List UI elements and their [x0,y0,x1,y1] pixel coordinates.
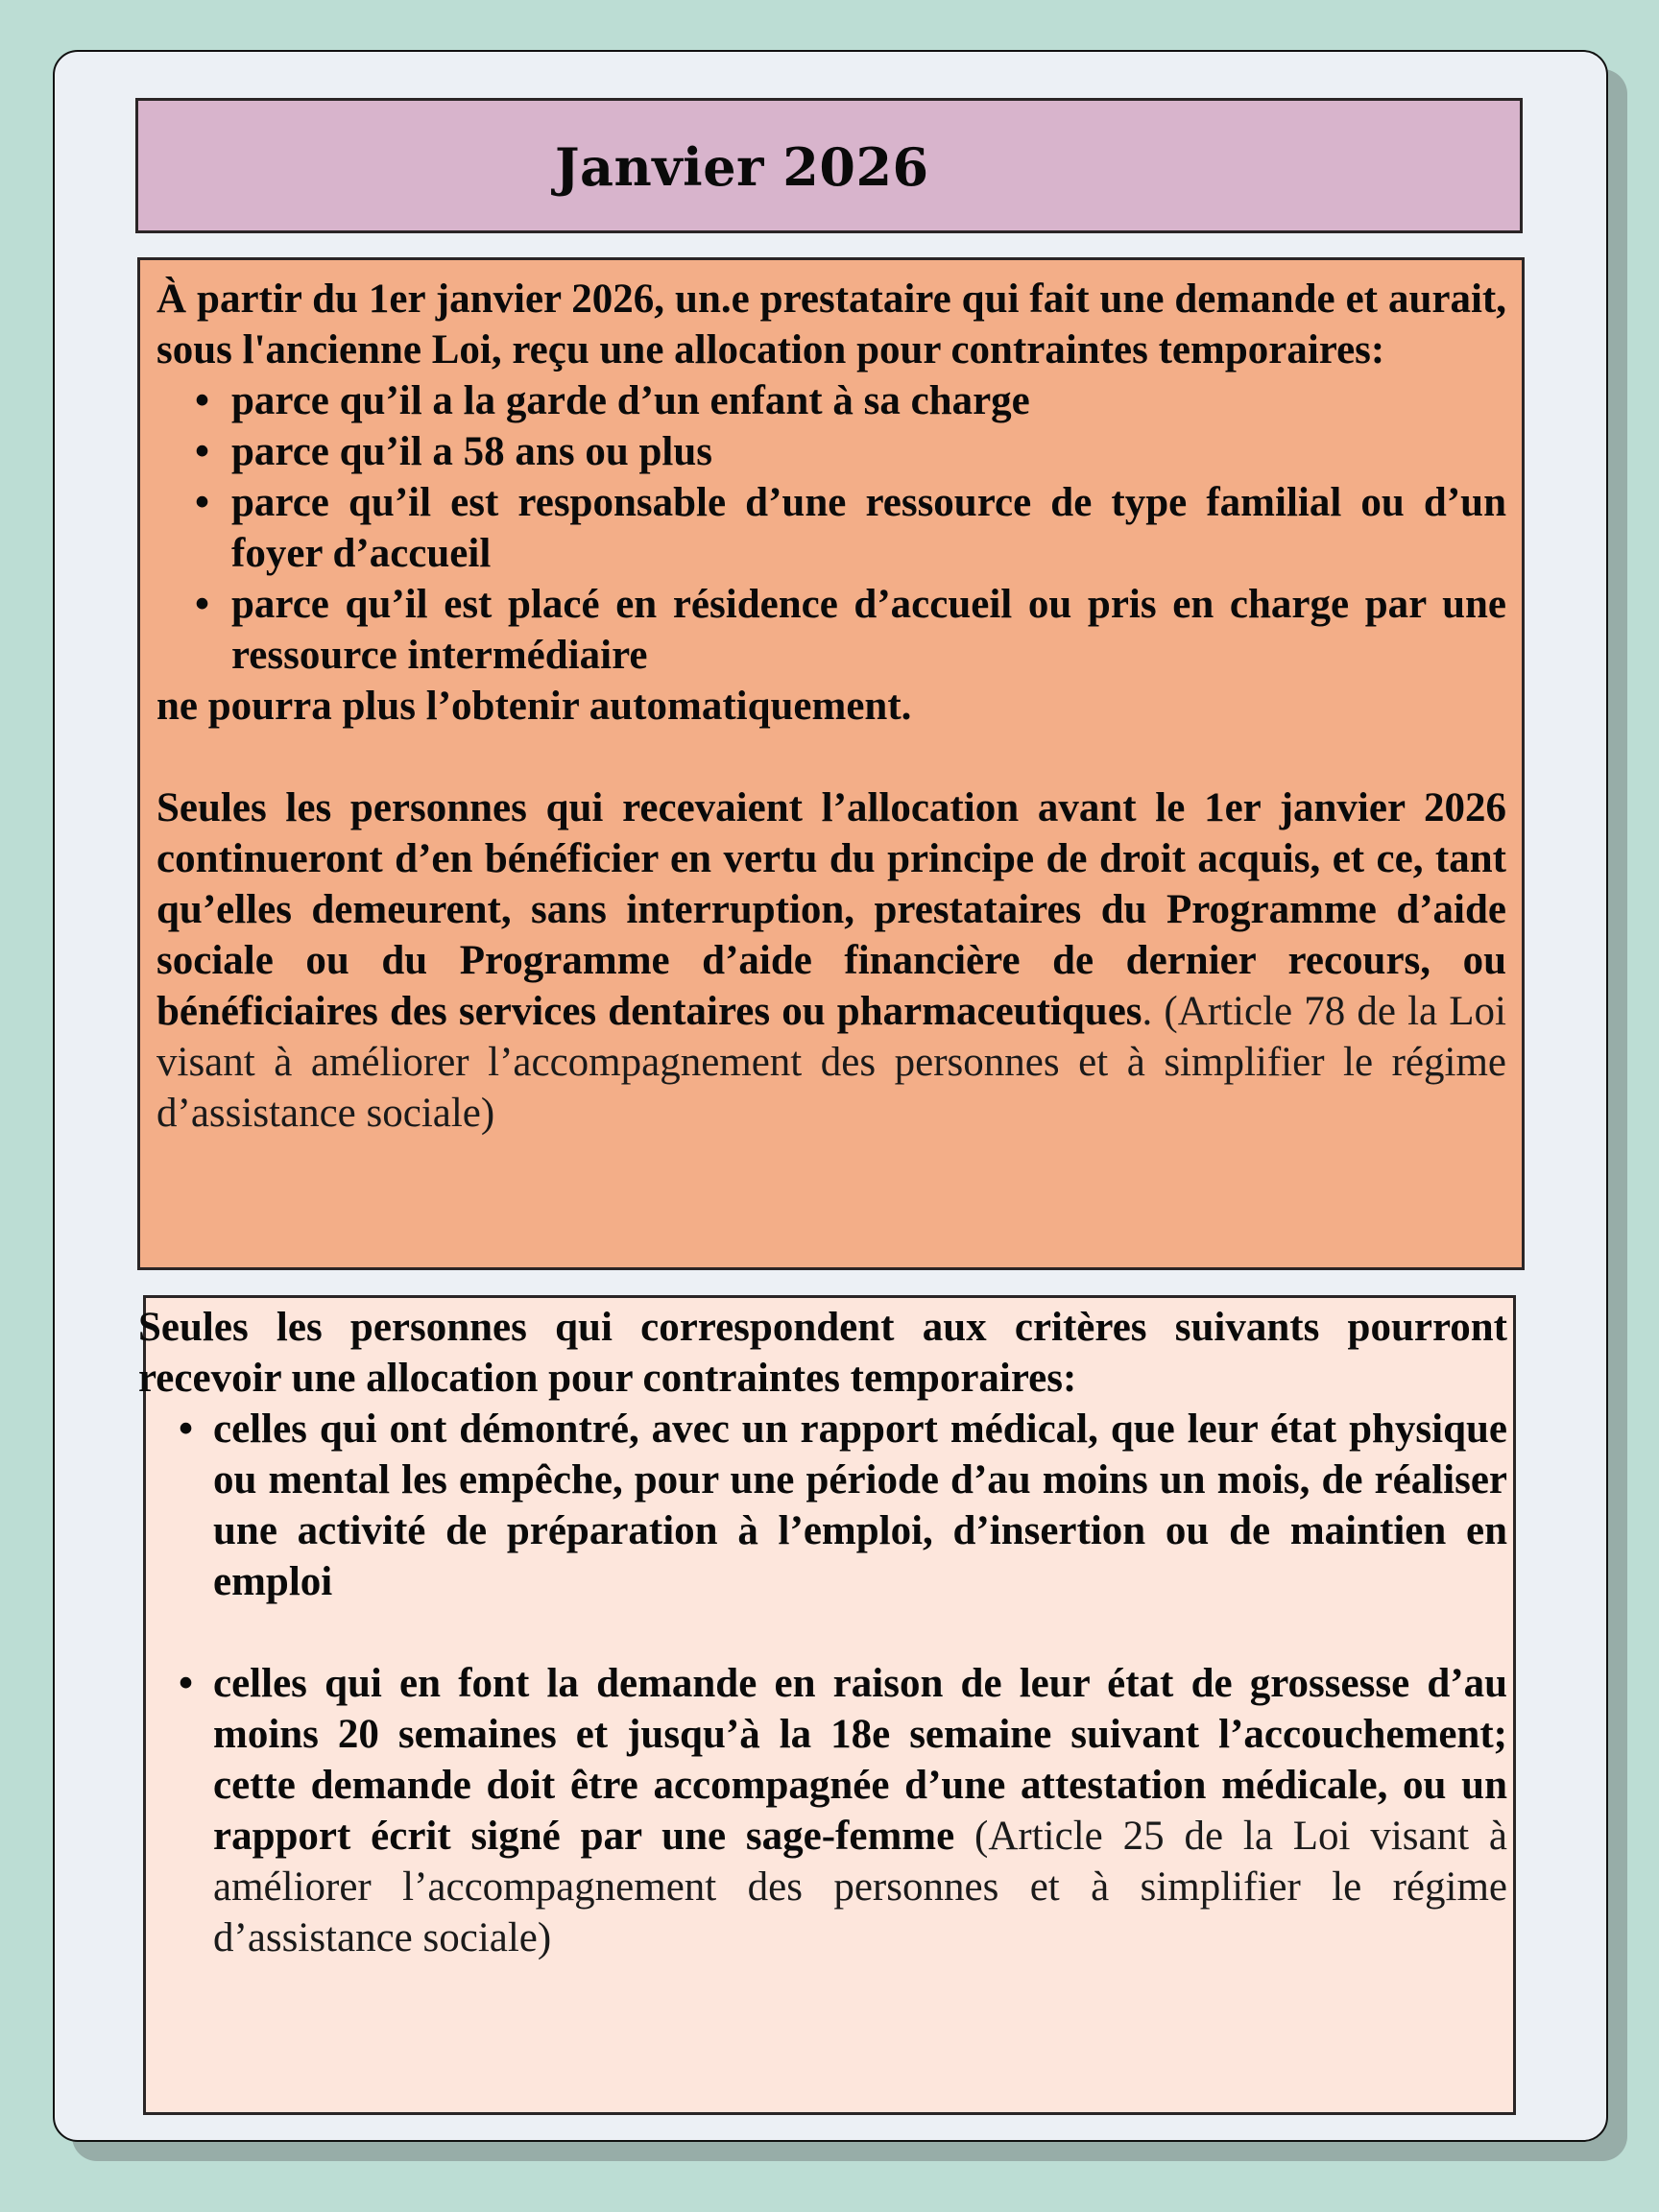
paragraph-gap [138,1607,1507,1658]
acquired-rights-text: Seules les personnes qui recevaient l’allocation avant le 1er janvier 2026 continueront d’en bénéficier en vertu du principe de droit acquis, et ce, tant qu’elles demeurent, sans interruption, prestataires du Programme d’aide sociale ou du Programme d’aide financière de dernier recours, ou bénéficiaires des services dentaires ou pharmaceutiques [156,785,1506,1034]
list-item [138,1404,1507,1607]
section1-bullet-list [156,375,1506,681]
list-item-text: parce qu’il est placé en résidence d’accueil ou pris en charge par une ressource intermédiaire [231,582,1506,678]
section-former-rules [137,257,1525,1270]
section2-bullet-list [138,1404,1507,1963]
section1-intro: À partir du 1er janvier 2026, un.e prestataire qui fait une demande et aurait, sous l'ancienne Loi, reçu une allocation pour contraintes temporaires: [156,276,1506,373]
article-25-reference: (Article 25 de la Loi visant à améliorer l’accompagnement des personnes et à simplifier le régime d’assistance sociale) [213,1814,1507,1960]
list-item [156,477,1506,579]
list-item-text: parce qu’il est responsable d’une ressource de type familial ou d’un foyer d’accueil [231,480,1506,576]
title-banner [135,98,1523,233]
page-title: Janvier 2026 [555,136,929,198]
bullet-dot-icon: • [195,582,210,627]
acquired-rights-period: . [1142,989,1153,1034]
list-item [156,426,1506,477]
section2-intro: Seules les personnes qui correspondent aux critères suivants pourront recevoir une allocation pour contraintes temporaires: [138,1305,1507,1401]
criterion-pregnancy-text: celles qui en font la demande en raison de leur état de grossesse d’au moins 20 semaines et jusqu’à la 18e semaine suivant l’accouchement; cette demande doit être accompagnée d’une attestation médicale, ou un rapport écrit signé par une sage-femme [213,1661,1507,1859]
section1-conclusion: ne pourra plus l’obtenir automatiquement. [156,684,912,729]
criterion-medical-text: celles qui ont démontré, avec un rapport médical, que leur état physique ou mental les empêche, pour une période d’au moins un mois, de réaliser une activité de préparation à l’emploi, d’insertion ou de maintien en emploi [213,1407,1507,1604]
paragraph-gap [156,732,1506,782]
list-item [156,375,1506,426]
list-item-text: parce qu’il a 58 ans ou plus [231,429,713,474]
bullet-dot-icon: • [195,429,210,474]
bullet-dot-icon: • [195,480,210,525]
section1-paragraph2 [156,782,1506,1139]
list-item-text: parce qu’il a la garde d’un enfant à sa charge [231,378,1030,423]
bullet-dot-icon: • [195,378,210,423]
list-item [138,1658,1507,1963]
bullet-dot-icon: • [179,1407,194,1452]
article-78-reference: (Article 78 de la Loi visant à améliorer l’accompagnement des personnes et à simplifier le régime d’assistance sociale) [156,989,1506,1136]
bullet-dot-icon: • [179,1661,194,1706]
list-item [156,579,1506,681]
section-new-criteria [138,1295,1516,2115]
